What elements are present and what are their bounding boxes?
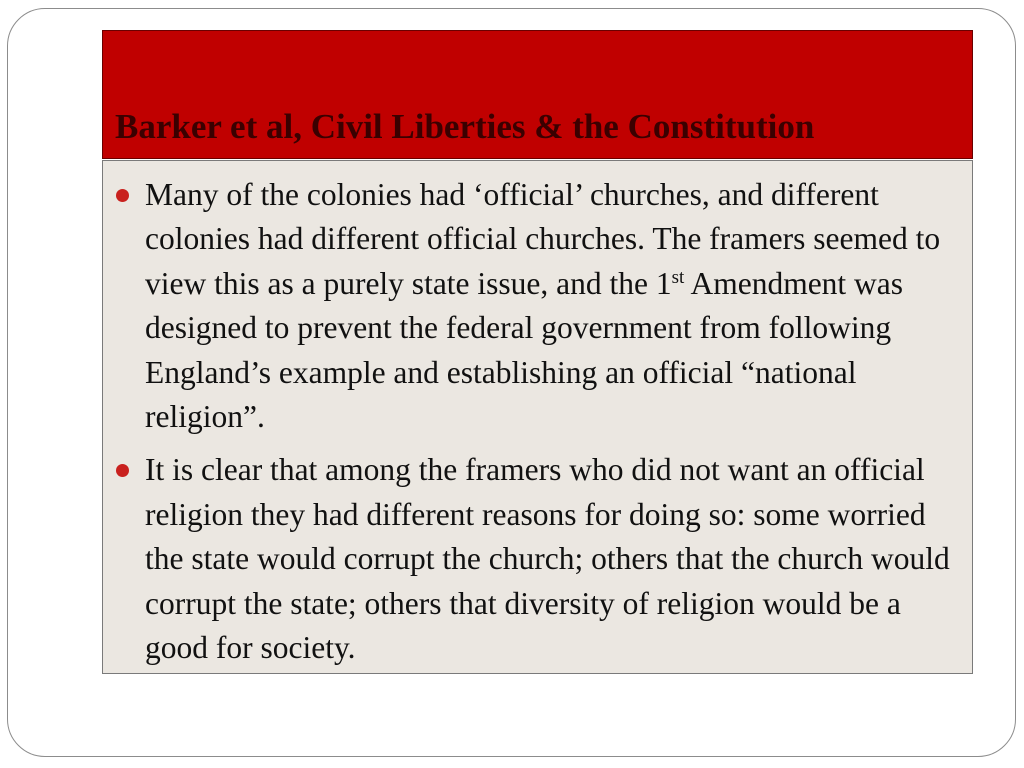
title-bar bbox=[102, 30, 973, 159]
content-box bbox=[102, 160, 973, 674]
bullet-2-text: It is clear that among the framers who did not want an official religion they had different reasons for doing so: some worried the state would corrupt the church; others that the church would corrupt the state; others that diversity of religion would be a good for society. bbox=[145, 452, 950, 666]
bullet-list bbox=[103, 161, 972, 670]
bullet-1-text-end: Amendment was designed to prevent the federal government from following England’s example and establishing an official “national religion”. bbox=[145, 265, 904, 435]
slide-title: Barker et al, Civil Liberties & the Constitution bbox=[115, 106, 815, 146]
bullet-1-ordinal-suffix: st bbox=[671, 266, 685, 288]
bullet-item-1 bbox=[145, 173, 962, 439]
bullet-dot-icon bbox=[116, 464, 129, 477]
bullet-item-2 bbox=[145, 448, 962, 670]
bullet-dot-icon bbox=[116, 189, 129, 202]
bullet-1-text-start: Many of the colonies had ‘official’ churches, and different colonies had different official churches. The framers seemed to view this as a purely state issue, and the 1 bbox=[145, 177, 941, 301]
